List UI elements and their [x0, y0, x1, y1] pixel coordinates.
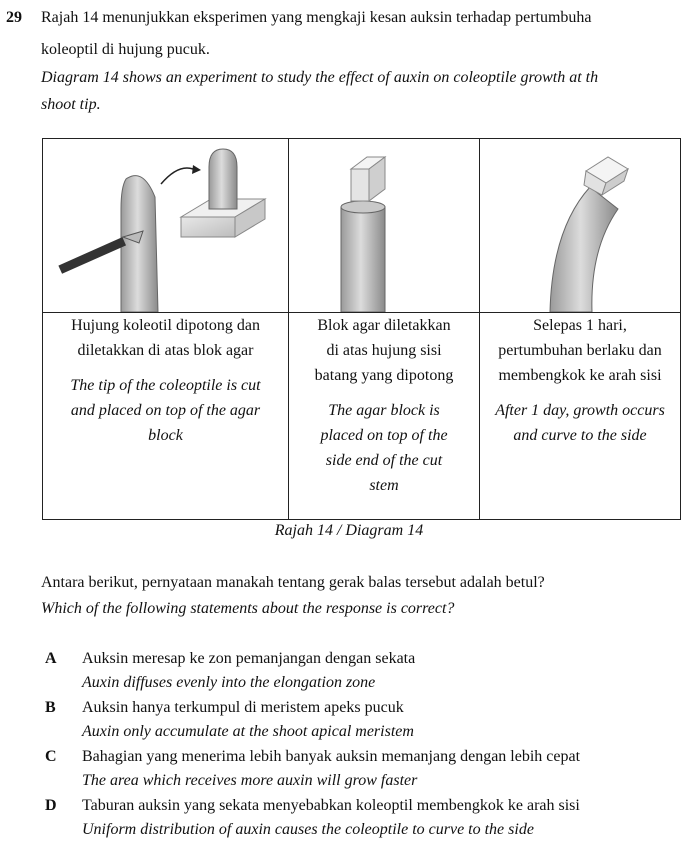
arrow-head — [192, 165, 201, 174]
option-c-english[interactable]: The area which receives more auxin will grow faster — [82, 772, 418, 789]
caption-english: The tip of the coleoptile is cut — [70, 377, 261, 394]
panel-3-caption — [480, 313, 681, 520]
coleoptile-tip — [209, 149, 237, 209]
agar-block-front — [181, 217, 235, 237]
caption-english: side end of the cut — [325, 452, 443, 469]
diagram-table — [42, 138, 681, 520]
option-a-malay[interactable]: Auksin meresap ke zon pemanjangan dengan sekata — [82, 650, 416, 667]
curved-stem — [550, 187, 618, 312]
option-d-english[interactable]: Uniform distribution of auxin causes the coleoptile to curve to the side — [82, 821, 534, 838]
caption-malay: batang yang dipotong — [314, 367, 454, 384]
transfer-arrow — [161, 168, 193, 184]
cut-stem — [341, 207, 385, 312]
agar-block-front — [351, 169, 369, 201]
cut-stem-top — [341, 201, 385, 213]
caption-malay: Selepas 1 hari, — [533, 317, 627, 334]
caption-malay: diletakkan di atas blok agar — [77, 342, 254, 359]
prompt-english: Which of the following statements about the response is correct? — [41, 600, 455, 617]
caption-english: After 1 day, growth occurs — [495, 402, 665, 419]
panel-3-image — [480, 139, 681, 313]
caption-english: The agar block is — [328, 402, 440, 419]
caption-english: placed on top of the — [320, 427, 448, 444]
intro-malay-line2: koleoptil di hujung pucuk. — [41, 41, 210, 58]
panel-2-caption — [289, 313, 480, 520]
option-a-letter[interactable]: A — [45, 650, 57, 667]
coleoptile-cut-illustration — [43, 139, 288, 312]
curved-stem-illustration — [480, 139, 680, 312]
panel-1-caption — [43, 313, 289, 520]
option-b-letter[interactable]: B — [45, 699, 56, 716]
caption-english: and curve to the side — [513, 427, 647, 444]
caption-english: stem — [369, 477, 399, 494]
option-d-malay[interactable]: Taburan auksin yang sekata menyebabkan koleoptil membengkok ke arah sisi — [82, 797, 580, 814]
option-c-malay[interactable]: Bahagian yang menerima lebih banyak auksin memanjang dengan lebih cepat — [82, 748, 581, 765]
caption-malay: pertumbuhan berlaku dan — [498, 342, 662, 359]
diagram-caption: Rajah 14 / Diagram 14 — [274, 522, 424, 539]
question-number: 29 — [6, 9, 22, 26]
caption-english: block — [148, 427, 183, 444]
agar-on-cut-stem-illustration — [289, 139, 479, 312]
panel-2-image — [289, 139, 480, 313]
caption-malay: di atas hujung sisi — [326, 342, 442, 359]
option-a-english[interactable]: Auxin diffuses evenly into the elongation zone — [82, 674, 376, 691]
option-c-letter[interactable]: C — [45, 748, 57, 765]
intro-english-line2: shoot tip. — [41, 96, 101, 113]
option-d-letter[interactable]: D — [45, 797, 57, 814]
coleoptile-stem — [121, 176, 158, 312]
intro-malay-line1: Rajah 14 menunjukkan eksperimen yang mengkaji kesan auksin terhadap pertumbuha — [41, 9, 592, 26]
caption-malay: Hujung koleotil dipotong dan — [71, 317, 260, 334]
option-b-malay[interactable]: Auksin hanya terkumpul di meristem apeks pucuk — [82, 699, 404, 716]
caption-malay: membengkok ke arah sisi — [498, 367, 662, 384]
blade-handle — [58, 237, 126, 274]
intro-english-line1: Diagram 14 shows an experiment to study the effect of auxin on coleoptile growth at th — [41, 69, 599, 86]
caption-english: and placed on top of the agar — [70, 402, 261, 419]
caption-malay: Blok agar diletakkan — [317, 317, 451, 334]
prompt-malay: Antara berikut, pernyataan manakah tentang gerak balas tersebut adalah betul? — [41, 574, 545, 591]
option-b-english[interactable]: Auxin only accumulate at the shoot apical meristem — [82, 723, 414, 740]
panel-1-image — [43, 139, 289, 313]
